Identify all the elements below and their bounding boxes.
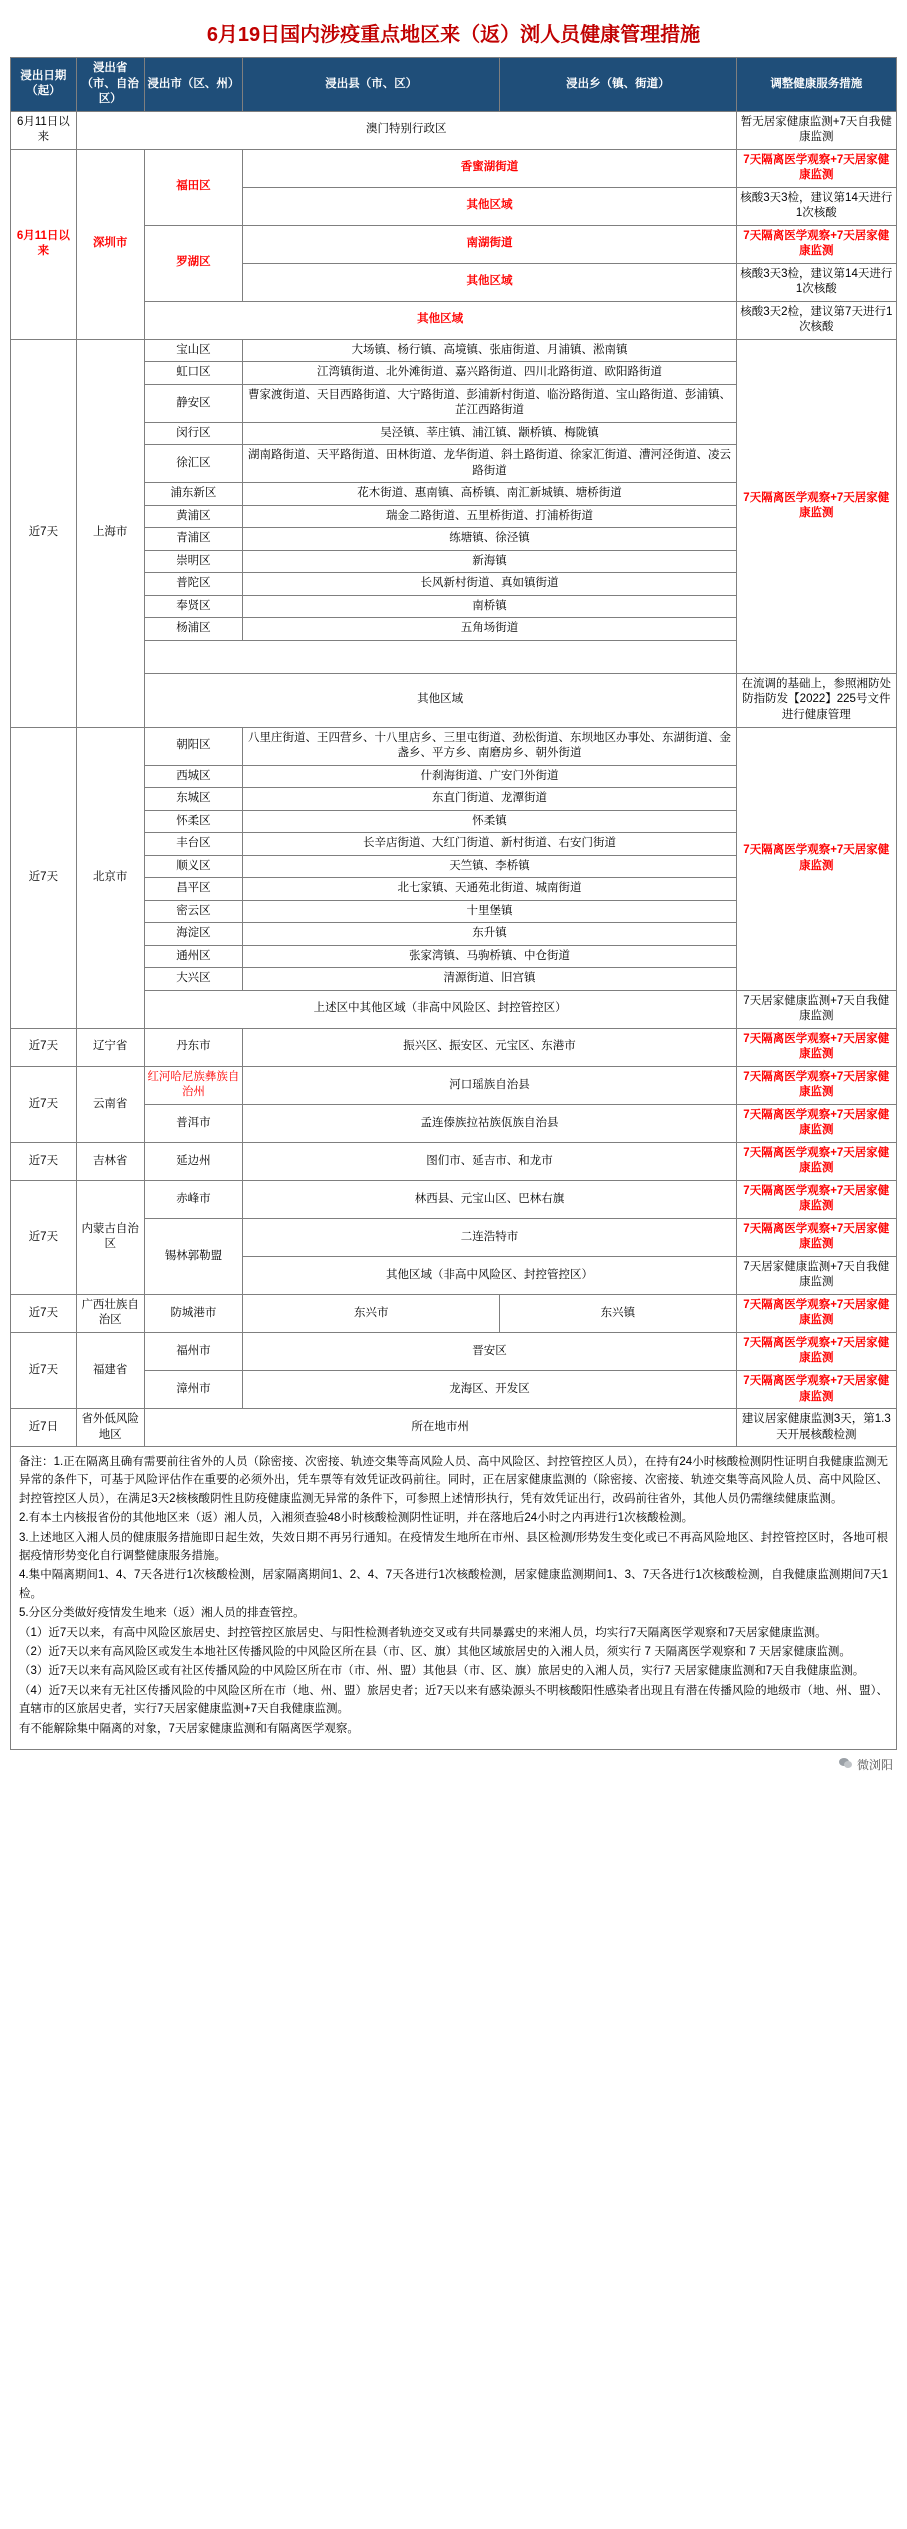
- cell-city: 怀柔区: [144, 810, 243, 833]
- cell-date: 近7天: [11, 339, 77, 727]
- cell-province: 上海市: [76, 339, 144, 727]
- cell-measure: 核酸3天2检，建议第7天进行1次核酸: [736, 301, 896, 339]
- cell-measure: 7天居家健康监测+7天自我健康监测: [736, 990, 896, 1028]
- cell-city: 密云区: [144, 900, 243, 923]
- cell-date: 近7天: [11, 1180, 77, 1294]
- cell-city: 丰台区: [144, 833, 243, 856]
- note-line: （2）近7天以来有高风险区或发生本地社区传播风险的中风险区所在县（市、区、旗）其他区域旅居史的入湘人员，须实行 7 天隔离医学观察和 7 天居家健康监测。: [19, 1645, 851, 1658]
- page-title: 6月19日国内涉疫重点地区来（返）浏人员健康管理措施: [206, 24, 701, 46]
- cell-county: 瑞金二路街道、五里桥街道、打浦桥街道: [243, 505, 736, 528]
- cell-measure: 7天隔离医学观察+7天居家健康监测: [736, 1066, 896, 1104]
- note-line: 4.集中隔离期间1、4、7天各进行1次核酸检测，居家隔离期间1、2、4、7天各进行1次核酸检测，居家健康监测期间1、3、7天各进行1次核酸检测，自我健康监测期间7天1检。: [19, 1569, 888, 1600]
- cell-measure: 7天隔离医学观察+7天居家健康监测: [736, 727, 896, 990]
- cell-province: 北京市: [76, 727, 144, 1028]
- col-header-measure: 调整健康服务措施: [736, 58, 896, 112]
- cell-measure: 7天隔离医学观察+7天居家健康监测: [736, 1028, 896, 1066]
- cell-county: 龙海区、开发区: [243, 1371, 736, 1409]
- cell-county: 张家湾镇、马驹桥镇、中仓街道: [243, 945, 736, 968]
- note-line: （1）近7天以来，有高中风险区旅居史、封控管控区旅居史、与阳性检测者轨迹交叉或有共同暴露史的来湘人员，均实行7天隔离医学观察和7天居家健康监测。: [19, 1626, 827, 1639]
- note-line: （4）近7天以来有无社区传播风险的中风险区所在市（地、州、盟）旅居史者；近7天以来有感染源头不明核酸阳性感染者出现且有潜在传播风险的地级市（地、州、盟）、直辖市的区旅居史者，实行7天居家健康监测+7天自我健康监测。: [19, 1684, 888, 1716]
- cell-county: 长风新村街道、真如镇街道: [243, 573, 736, 596]
- cell-county: 东直门街道、龙潭街道: [243, 788, 736, 811]
- cell-city: 杨浦区: [144, 618, 243, 641]
- cell-city: 闵行区: [144, 422, 243, 445]
- cell-city: 赤峰市: [144, 1180, 243, 1218]
- note-line: 2.有本土内核报省份的其他地区来（返）湘人员，入湘须查验48小时核酸检测阴性证明，并在落地后24小时之内再进行1次核酸检测。: [19, 1512, 694, 1525]
- cell-spacer: [144, 640, 736, 673]
- cell-city: 青浦区: [144, 528, 243, 551]
- cell-city: 朝阳区: [144, 727, 243, 765]
- cell-measure: 7天隔离医学观察+7天居家健康监测: [736, 1142, 896, 1180]
- cell-measure: 7天隔离医学观察+7天居家健康监测: [736, 1104, 896, 1142]
- table-row: [11, 339, 897, 362]
- cell-city: 虹口区: [144, 362, 243, 385]
- cell-city: 延边州: [144, 1142, 243, 1180]
- cell-city: 大兴区: [144, 968, 243, 991]
- cell-province: 深圳市: [76, 149, 144, 339]
- cell-county: 香蜜湖街道: [243, 149, 736, 187]
- cell-county: 曹家渡街道、天目西路街道、大宁路街道、彭浦新村街道、临汾路街道、宝山路街道、彭浦镇、芷江西路街道: [243, 384, 736, 422]
- cell-city: 防城港市: [144, 1294, 243, 1332]
- cell-county: 振兴区、振安区、元宝区、东港市: [243, 1028, 736, 1066]
- cell-county: 东兴市: [243, 1294, 500, 1332]
- cell-city: 丹东市: [144, 1028, 243, 1066]
- cell-measure: 7天隔离医学观察+7天居家健康监测: [736, 1332, 896, 1370]
- cell-measure: 7天隔离医学观察+7天居家健康监测: [736, 1371, 896, 1409]
- table-row: [11, 111, 897, 149]
- table-header: [11, 58, 897, 112]
- cell-city: 静安区: [144, 384, 243, 422]
- cell-province: 广西壮族自治区: [76, 1294, 144, 1332]
- health-measures-table: [10, 57, 897, 1447]
- cell-measure: 7天隔离医学观察+7天居家健康监测: [736, 1180, 896, 1218]
- table-row: [11, 225, 897, 263]
- cell-county: 怀柔镇: [243, 810, 736, 833]
- cell-province: 吉林省: [76, 1142, 144, 1180]
- table-row: [11, 1294, 897, 1332]
- note-line: [19, 1453, 888, 1508]
- cell-city: 顺义区: [144, 855, 243, 878]
- cell-province: 福建省: [76, 1332, 144, 1408]
- notes-section: [10, 1447, 897, 1750]
- cell-county: 其他区域（非高中风险区、封控管控区）: [243, 1256, 736, 1294]
- cell-county: 五角场街道: [243, 618, 736, 641]
- cell-province: 澳门特别行政区: [76, 111, 736, 149]
- cell-city: 锡林郭勒盟: [144, 1218, 243, 1294]
- cell-measure: 7天隔离医学观察+7天居家健康监测: [736, 339, 896, 673]
- cell-city: 海淀区: [144, 923, 243, 946]
- cell-city: 徐汇区: [144, 445, 243, 483]
- table-row: [11, 1028, 897, 1066]
- col-header-province: 浸出省（市、自治区）: [76, 58, 144, 112]
- cell-measure: 7天居家健康监测+7天自我健康监测: [736, 1256, 896, 1294]
- table-row: [11, 1409, 897, 1447]
- table-row: [11, 1104, 897, 1142]
- cell-county: 练塘镇、徐泾镇: [243, 528, 736, 551]
- cell-measure: 核酸3天3检，建议第14天进行1次核酸: [736, 263, 896, 301]
- col-header-county: 浸出县（市、区）: [243, 58, 500, 112]
- cell-city: 红河哈尼族彝族自治州: [144, 1066, 243, 1104]
- cell-city: 其他区域: [144, 673, 736, 727]
- cell-county: 新海镇: [243, 550, 736, 573]
- cell-county: 十里堡镇: [243, 900, 736, 923]
- cell-county: 湖南路街道、天平路街道、田林街道、龙华街道、斜土路街道、徐家汇街道、漕河泾街道、凌云路街道: [243, 445, 736, 483]
- cell-county: 北七家镇、天通苑北街道、城南街道: [243, 878, 736, 901]
- cell-county: 花木街道、惠南镇、高桥镇、南汇新城镇、塘桥街道: [243, 483, 736, 506]
- cell-city: 普陀区: [144, 573, 243, 596]
- cell-county: 八里庄街道、王四营乡、十八里店乡、三里屯街道、劲松街道、东坝地区办事处、东湖街道、金盏乡、平方乡、南磨房乡、朝外街道: [243, 727, 736, 765]
- cell-date: 近7天: [11, 1142, 77, 1180]
- cell-city: 普洱市: [144, 1104, 243, 1142]
- cell-measure: 在流调的基础上，参照湘防处防指防发【2022】225号文件进行健康管理: [736, 673, 896, 727]
- table-row: [11, 1180, 897, 1218]
- note-line: 有不能解除集中隔离的对象，7天居家健康监测和有隔离医学观察。: [19, 1722, 359, 1735]
- cell-province: 辽宁省: [76, 1028, 144, 1066]
- cell-city: 崇明区: [144, 550, 243, 573]
- cell-province: 云南省: [76, 1066, 144, 1142]
- cell-county: 天竺镇、李桥镇: [243, 855, 736, 878]
- cell-city: 罗湖区: [144, 225, 243, 301]
- cell-county: 长辛店街道、大红门街道、新村街道、右安门街道: [243, 833, 736, 856]
- cell-county: 大场镇、杨行镇、高境镇、张庙街道、月浦镇、淞南镇: [243, 339, 736, 362]
- col-header-date: 浸出日期（起）: [11, 58, 77, 112]
- cell-measure: 7天隔离医学观察+7天居家健康监测: [736, 149, 896, 187]
- note-line: （3）近7天以来有高风险区或有社区传播风险的中风险区所在市（市、州、盟）其他县（市、区、旗）旅居史的入湘人员，实行7 天居家健康监测和7天自我健康监测。: [19, 1665, 865, 1678]
- cell-county: 东升镇: [243, 923, 736, 946]
- cell-date: 近7天: [11, 1066, 77, 1142]
- cell-measure: 暂无居家健康监测+7天自我健康监测: [736, 111, 896, 149]
- cell-city: 昌平区: [144, 878, 243, 901]
- cell-county: 河口瑶族自治县: [243, 1066, 736, 1104]
- notes-heading: 备注：: [19, 1456, 54, 1469]
- cell-measure: 建议居家健康监测3天，第1.3天开展核酸检测: [736, 1409, 896, 1447]
- cell-city: 福田区: [144, 149, 243, 225]
- table-row: [11, 1371, 897, 1409]
- cell-city: 其他区域: [144, 301, 736, 339]
- cell-city: 西城区: [144, 765, 243, 788]
- table-row: [11, 301, 897, 339]
- cell-date: 6月11日以来: [11, 111, 77, 149]
- cell-measure: 7天隔离医学观察+7天居家健康监测: [736, 225, 896, 263]
- col-header-city: 浸出市（区、州）: [144, 58, 243, 112]
- note-text: 1.正在隔离且确有需要前往省外的人员（除密接、次密接、轨迹交集等高风险人员、高中风险区、封控管控区人员），在持有24小时核酸检测阴性证明自我健康监测无异常的条件下，可基于风险评估作在重要的必须外出，凭车票等有效凭证改码前往。同时，正在居家健康监测的（除密接、次密接、轨迹交集等高风险人员、高中风险区、封控管控区人员），在满足3天2核核酸阴性且防疫健康监测无异常的条件下，可参照上述情形执行，凭有效凭证出行，改码前往省外，其他人员仍需继续健康监测。: [19, 1456, 889, 1505]
- cell-city: 通州区: [144, 945, 243, 968]
- table-row: [11, 1218, 897, 1256]
- cell-date: 近7天: [11, 1028, 77, 1066]
- table-row: [11, 1142, 897, 1180]
- table-body: [11, 111, 897, 1447]
- cell-city: 福州市: [144, 1332, 243, 1370]
- cell-date: 近7天: [11, 727, 77, 1028]
- cell-county: 孟连傣族拉祜族佤族自治县: [243, 1104, 736, 1142]
- footer-account-name: 微浏阳: [856, 1757, 893, 1772]
- table-row: [11, 990, 897, 1028]
- cell-county: 南桥镇: [243, 595, 736, 618]
- table-row: [11, 673, 897, 727]
- table-header-row: [11, 58, 897, 112]
- cell-date: 6月11日以来: [11, 149, 77, 339]
- table-row: [11, 1066, 897, 1104]
- cell-county: 清源街道、旧宫镇: [243, 968, 736, 991]
- cell-city: 漳州市: [144, 1371, 243, 1409]
- cell-county: 图们市、延吉市、和龙市: [243, 1142, 736, 1180]
- cell-province: 省外低风险地区: [76, 1409, 144, 1447]
- table-row: [11, 149, 897, 187]
- cell-city: 奉贤区: [144, 595, 243, 618]
- cell-town: 东兴镇: [500, 1294, 736, 1332]
- note-line: 5.分区分类做好疫情发生地来（返）湘人员的排查管控。: [19, 1607, 305, 1620]
- table-row: [11, 727, 897, 765]
- cell-city: 所在地市州: [144, 1409, 736, 1447]
- cell-date: 近7日: [11, 1409, 77, 1447]
- cell-county: 江湾镇街道、北外滩街道、嘉兴路街道、四川北路街道、欧阳路街道: [243, 362, 736, 385]
- cell-city: 上述区中其他区域（非高中风险区、封控管控区）: [144, 990, 736, 1028]
- cell-province: 内蒙古自治区: [76, 1180, 144, 1294]
- note-line: 3.上述地区入湘人员的健康服务措施即日起生效，失效日期不再另行通知。在疫情发生地所在市州、县区检测/形势发生变化或已不再高风险地区、封控管控区时，各地可根据疫情形势变化自行调整健康服务措施。: [19, 1531, 888, 1563]
- cell-county: 吴泾镇、莘庄镇、浦江镇、颛桥镇、梅陇镇: [243, 422, 736, 445]
- cell-county: 什刹海街道、广安门外街道: [243, 765, 736, 788]
- cell-county: 晋安区: [243, 1332, 736, 1370]
- cell-city: 黄浦区: [144, 505, 243, 528]
- cell-county: 南湖街道: [243, 225, 736, 263]
- cell-measure: 7天隔离医学观察+7天居家健康监测: [736, 1294, 896, 1332]
- footer: [10, 1750, 897, 1775]
- cell-city: 宝山区: [144, 339, 243, 362]
- cell-date: 近7天: [11, 1332, 77, 1408]
- table-row: [11, 1332, 897, 1370]
- cell-city: 浦东新区: [144, 483, 243, 506]
- wechat-icon: [839, 1758, 853, 1770]
- cell-city: 东城区: [144, 788, 243, 811]
- cell-county: 林西县、元宝山区、巴林右旗: [243, 1180, 736, 1218]
- cell-county: 二连浩特市: [243, 1218, 736, 1256]
- cell-county: 其他区域: [243, 263, 736, 301]
- cell-county: 其他区域: [243, 187, 736, 225]
- cell-measure: 核酸3天3检，建议第14天进行1次核酸: [736, 187, 896, 225]
- col-header-town: 浸出乡（镇、街道）: [500, 58, 736, 112]
- cell-measure: 7天隔离医学观察+7天居家健康监测: [736, 1218, 896, 1256]
- cell-date: 近7天: [11, 1294, 77, 1332]
